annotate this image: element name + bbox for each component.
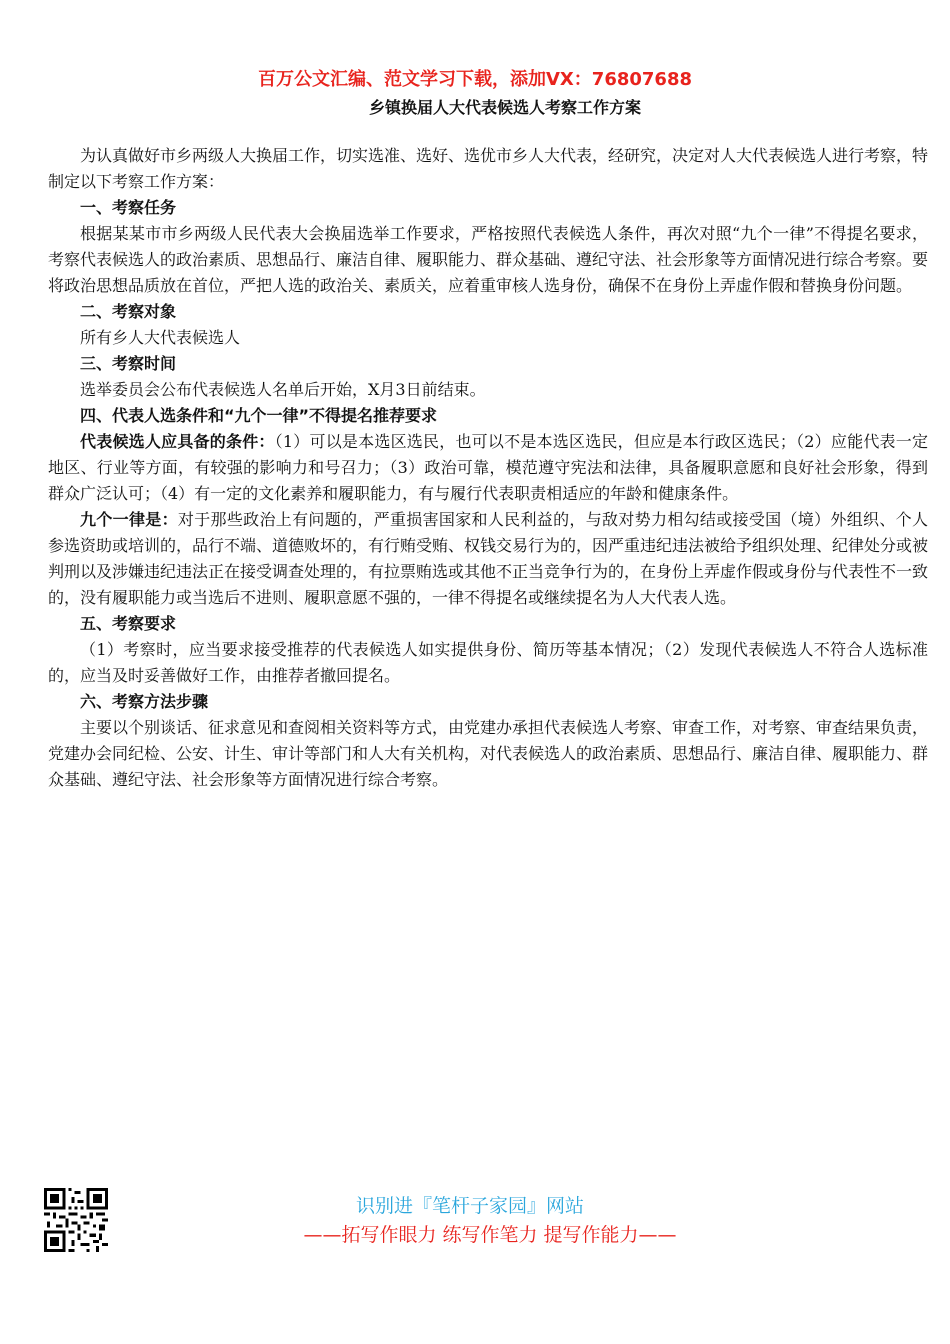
section-1-heading: 一、考察任务 — [80, 198, 177, 217]
document-body — [48, 143, 928, 793]
section-6-heading: 六、考察方法步骤 — [80, 692, 209, 711]
section-5-heading: 五、考察要求 — [80, 614, 177, 633]
conditions-lead: 代表候选人应具备的条件： — [80, 432, 275, 451]
section-5-text: （1）考察时，应当要求接受推荐的代表候选人如实提供身份、简历等基本情况；（2）发现代表候选人不符合人选标准的，应当及时妥善做好工作，由推荐者撤回提名。 — [48, 640, 928, 685]
section-2-text: 所有乡人大代表候选人 — [80, 328, 241, 347]
footer-website-line: 识别进『笔杆子家园』网站 — [355, 1195, 584, 1217]
section-3-heading: 三、考察时间 — [80, 354, 177, 373]
conditions-text: （1）可以是本选区选民，也可以不是本选区选民，但应是本行政区选民；（2）应能代表一定地区、行业等方面，有较强的影响力和号召力；（3）政治可靠，模范遵守宪法和法律，具备履职意愿和良好社会形象，得到群众广泛认可；（4）有一定的文化素养和履职能力，有与履行代表职责相适应的年龄和健康条件。 — [48, 432, 928, 503]
section-3-text: 选举委员会公布代表候选人名单后开始，X月3日前结束。 — [80, 380, 486, 399]
section-4-heading: 四、代表人选条件和“九个一律”不得提名推荐要求 — [80, 406, 438, 425]
footer-slogan-line: ——拓写作眼力 练写作笔力 提写作能力—— — [303, 1224, 677, 1246]
section-2-heading: 二、考察对象 — [80, 302, 177, 321]
section-4-conditions — [48, 429, 928, 507]
nine-rules-text: 对于那些政治上有问题的，严重损害国家和人民利益的，与敌对势力相勾结或接受国（境）外组织、个人参选资助或培训的，品行不端、道德败坏的，有行贿受贿、权钱交易行为的，因严重违纪违法被给予组织处理、纪律处分或被判刑以及涉嫌违纪违法正在接受调查处理的，有拉票贿选或其他不正当竞争行为的，在身份上弄虚作假或身份与代表性不一致的，没有履职能力或当选后不进则、履职意愿不强的，一律不得提名或继续提名为人大代表人选。 — [48, 510, 929, 607]
section-6-text: 主要以个别谈话、征求意见和查阅相关资料等方式，由党建办承担代表候选人考察、审查工作，对考察、审查结果负责，党建办会同纪检、公安、计生、审计等部门和人大有关机构，对代表候选人的政治素质、思想品行、廉洁自律、履职能力、群众基础、遵纪守法、社会形象等方面情况进行综合考察。 — [48, 718, 929, 789]
document-title: 乡镇换届人大代表候选人考察工作方案 — [368, 98, 641, 117]
section-1-text: 根据某某市市乡两级人民代表大会换届选举工作要求，严格按照代表候选人条件，再次对照“九个一律”不得提名要求，考察代表候选人的政治素质、思想品行、廉洁自律、履职能力、群众基础、遵纪守法、社会形象等方面情况进行综合考察。要将政治思想品质放在首位，严把人选的政治关、素质关，应着重审核人选身份，确保不在身份上弄虚作假和替换身份问题。 — [48, 224, 929, 295]
promo-banner: 百万公文汇编、范文学习下载，添加VX：76807688 — [257, 69, 692, 90]
nine-rules-lead: 九个一律是： — [80, 510, 178, 529]
intro-paragraph: 为认真做好市乡两级人大换届工作，切实选准、选好、选优市乡人大代表，经研究，决定对人大代表候选人进行考察，特制定以下考察工作方案： — [48, 146, 929, 191]
section-4-nine-rules — [48, 507, 928, 611]
